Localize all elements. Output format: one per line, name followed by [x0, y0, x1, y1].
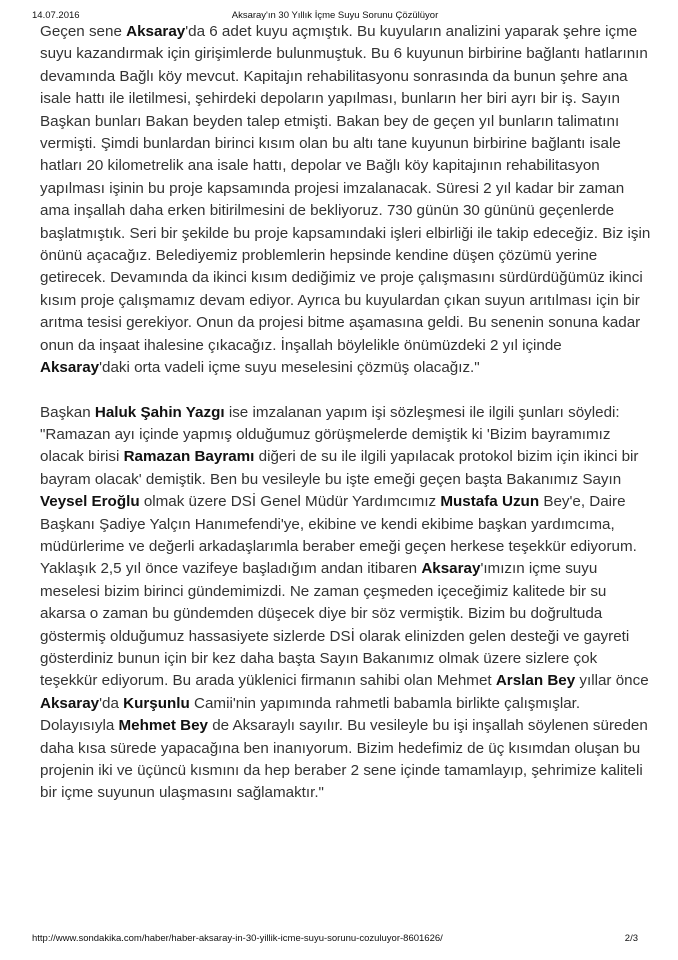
highlighted-name: Haluk Şahin Yazgı — [94, 403, 225, 421]
highlighted-name: Mehmet Bey — [118, 717, 208, 735]
page-number: 2/3 — [624, 933, 638, 944]
source-url: http://www.sondakika.com/haber/haber-aksaray-in-30-yillik-icme-suyu-sorunu-cozuluyor-8601626/ — [32, 933, 443, 944]
highlighted-name: Ramazan Bayramı — [123, 448, 255, 466]
text-run: ise imzalanan yapım işi sözleşmesi ile ilgili şunları söyledi: "Ramazan ayı içinde yapmış olduğumuz görüşmelerde demiştik ki 'Bizim bayramımız olacak birisi — [40, 403, 620, 466]
article-paragraph — [40, 402, 652, 805]
text-run: Bey'e, Daire Başkanı Şadiye Yalçın Hanımefendi'ye, ekibine ve kendi ekibime başkan yardımcıma, müdürlerime ve değerli arkadaşlarımla beraber emeği geçen herkese teşekkür ediyorum. Yaklaşık 2,5 yıl önce vazifeye başladığım andan itibaren — [40, 493, 637, 578]
text-run: 'daki orta vadeli içme suyu meselesini çözmüş olacağız." — [99, 359, 480, 377]
text-run: diğeri de su ile ilgili yapılacak protokol bizim için ikinci bir bayram olacak' demiştik. Ben bu vesileyle bu işte emeği geçen başta Bakanımız Sayın — [40, 448, 639, 488]
print-page-title: Aksaray'ın 30 Yıllık İçme Suyu Sorunu Çözülüyor — [231, 10, 439, 21]
text-run: 'da 6 adet kuyu açmıştık. Bu kuyuların analizini yaparak şehre içme suyu kazandırmak için girişimlerde bulunmuştuk. Bu 6 kuyunun birbirine bağlantı hatlarının devamında Bağlı köy mevcut. Kapitajın rehabilitasyonu sonrasında da bunun şehre ana isale hattı ile iletilmesi, şehirdeki depoların yapılması, bunların her biri ayrı bir iş. Sayın Başkan bunları Bakan beyden talep etmişti. Bakan bey de geçen yıl bunların talimatını vermişti. Şimdi bunlardan birinci kısım olan bu altı tane kuyunun birbirine bağlantı isale hatları 20 kilometrelik ana isale hattı, depolar ve Bağlı köy kapitajının rehabilitasyon yapılması işinin bu proje kapsamında projesi imzalanacak. Süresi 2 yıl kadar bir zaman ama inşallah daha erken bitirilmesini de bekliyoruz. 730 günün 30 gününü geçenlerde başlatmıştık. Seri bir şekilde bu proje kapsamındaki işleri elbirliği ile takip edeceğiz. Biz işin önünü açacağız. Belediyemiz problemlerin hepsinde kendine düşen çözümü yerine getirecek. Devamında da ikinci kısım dediğimiz ve proje çalışmasını sürdürdüğümüz ikinci kısım proje çalışmamız devam ediyor. Ayrıca bu kuyulardan çıkan suyun arıtılması için bir arıtma tesisi gerekiyor. Onun da projesi bitme aşamasına geldi. Bu senenin sonuna kadar onun da inşaat ihalesine çıkacağız. İnşallah böylelikle önümüzdeki 2 yıl içinde — [40, 23, 651, 354]
highlighted-name: Kurşunlu — [123, 694, 190, 712]
text-run: 'ımızın içme suyu meselesi bizim birinci gündemimizdi. Ne zaman çeşmeden içeceğimiz kalitede bir su akarsa o zaman bu gündemden düşecek diye bir söz vermiştik. Bizim bu doğrultuda göstermiş olduğumuz hassasiyete sizlerde DSİ olarak elinizden gelen desteği ve gayreti gösterdiniz bunun için bir kez daha başta Sayın Bakanımız olmak üzere sizlere çok teşekkür ediyorum. Bu arada yüklenici firmanın sahibi olan Mehmet — [40, 560, 630, 690]
highlighted-name: Aksaray — [421, 560, 481, 578]
article-paragraph — [40, 21, 652, 380]
text-run: de Aksaraylı sayılır. Bu vesileyle bu işi inşallah söylenen süreden daha kısa sürede yapacağına ben inanıyorum. Bizim hedefimiz de üç kısımdan oluşan bu projenin iki ve üçüncü kısmını da hep beraber 2 sene içinde tamamlayıp, şehrimize kaliteli bir içme suyunun ulaşmasını sağlamaktır." — [40, 717, 648, 802]
text-run: Camii'nin yapımında rahmetli babamla birlikte çalışmışlar. Dolayısıyla — [40, 694, 581, 735]
print-footer — [32, 933, 638, 947]
print-date: 14.07.2016 — [32, 10, 80, 21]
text-run: yıllar önce — [575, 672, 649, 690]
text-run: 'da — [99, 694, 124, 712]
highlighted-name: Arslan Bey — [495, 672, 576, 690]
highlighted-name: Mustafa Uzun — [440, 493, 540, 511]
highlighted-name: Aksaray — [40, 359, 100, 377]
text-run: olmak üzere DSİ Genel Müdür Yardımcımız — [139, 493, 441, 511]
highlighted-name: Veysel Eroğlu — [40, 493, 140, 511]
text-run: Geçen sene — [40, 23, 127, 40]
highlighted-name: Aksaray — [40, 694, 100, 712]
article-body — [40, 21, 652, 916]
text-run: Başkan — [40, 403, 95, 421]
highlighted-name: Aksaray — [126, 23, 186, 40]
